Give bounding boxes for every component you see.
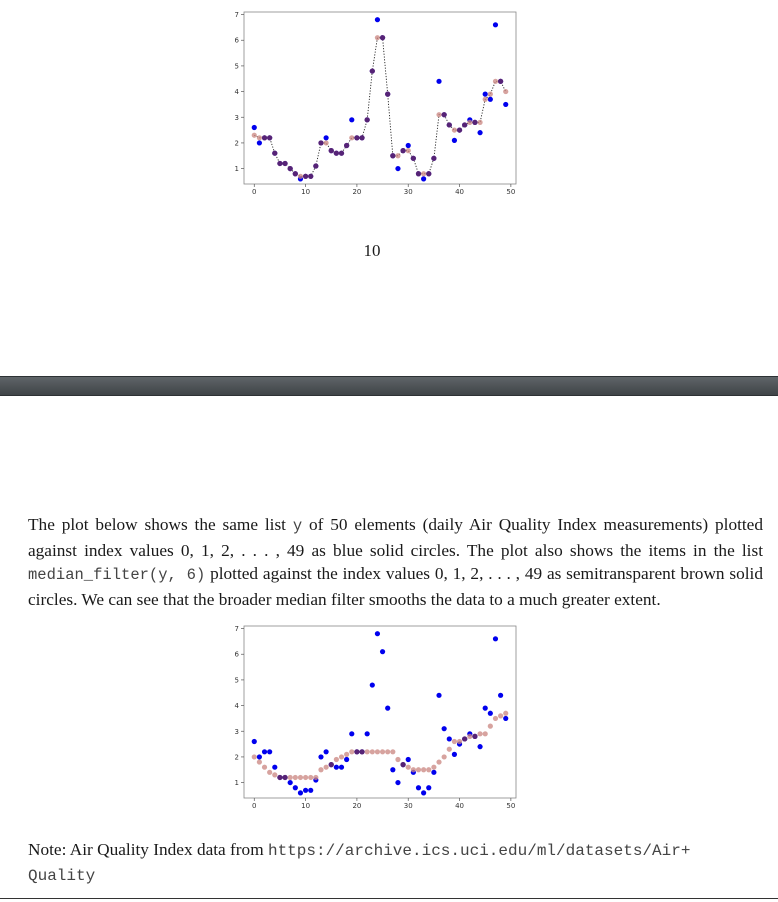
overlap-point <box>390 153 395 158</box>
x-tick-label: 50 <box>506 188 516 196</box>
overlap-point <box>431 156 436 161</box>
filtered-point <box>426 767 431 772</box>
filtered-point <box>431 765 436 770</box>
raw-point <box>447 736 452 741</box>
chart-svg-top <box>218 8 528 204</box>
overlap-point <box>370 68 375 73</box>
overlap-point <box>416 171 421 176</box>
filtered-point <box>498 713 503 718</box>
overlap-point <box>272 151 277 156</box>
filtered-point <box>380 749 385 754</box>
overlap-point <box>442 112 447 117</box>
overlap-point <box>313 163 318 168</box>
filtered-point <box>288 775 293 780</box>
raw-point <box>257 754 262 759</box>
overlap-point <box>303 174 308 179</box>
filtered-point <box>483 97 488 102</box>
raw-point <box>349 117 354 122</box>
paragraph-text-5: as semitransparent brown solid circles. We can see that the broader median filter smooths the data to a much greater extent. <box>28 564 764 609</box>
filtered-point <box>452 127 457 132</box>
filtered-point <box>483 731 488 736</box>
filtered-point <box>436 759 441 764</box>
filtered-point <box>416 767 421 772</box>
filtered-point <box>365 749 370 754</box>
raw-point <box>293 785 298 790</box>
note-prefix: Note: Air Quality Index data from <box>28 840 268 859</box>
paragraph-text-3: as blue solid circles. The plot also shows the items in the list <box>304 540 764 560</box>
overlap-point <box>472 120 477 125</box>
filtered-point <box>493 716 498 721</box>
chart-svg-bottom <box>218 622 528 818</box>
filtered-point <box>467 120 472 125</box>
filtered-point <box>262 765 267 770</box>
description-paragraph <box>28 513 763 611</box>
y-tick-label: 5 <box>234 676 239 685</box>
overlap-point <box>400 762 405 767</box>
filtered-point <box>411 767 416 772</box>
raw-point <box>308 788 313 793</box>
filtered-point <box>349 749 354 754</box>
overlap-point <box>334 151 339 156</box>
filtered-point <box>308 775 313 780</box>
bottom-rule <box>0 898 778 899</box>
chart-median-filter-6 <box>218 622 528 818</box>
raw-point <box>303 788 308 793</box>
x-tick-label: 30 <box>403 188 413 196</box>
overlap-point <box>380 35 385 40</box>
y-tick-label: 2 <box>234 139 239 148</box>
filtered-point <box>298 174 303 179</box>
raw-point <box>252 739 257 744</box>
raw-point <box>503 716 508 721</box>
overlap-point <box>318 140 323 145</box>
x-tick-label: 20 <box>352 802 362 810</box>
source-url-line2: Quality <box>28 867 96 885</box>
y-tick-label: 3 <box>234 727 239 736</box>
filtered-point <box>503 711 508 716</box>
raw-point <box>488 711 493 716</box>
filtered-point <box>503 89 508 94</box>
x-tick-label: 0 <box>252 802 257 810</box>
paragraph-text-2: of 50 elements (daily Air Quality Index measurements) plotted against index values <box>28 515 763 560</box>
x-tick-label: 0 <box>252 188 257 196</box>
filtered-point <box>252 133 257 138</box>
y-tick-label: 4 <box>234 702 239 711</box>
raw-point <box>395 166 400 171</box>
raw-point <box>488 97 493 102</box>
filtered-point <box>334 757 339 762</box>
raw-point <box>318 754 323 759</box>
variable-y: y <box>292 517 303 535</box>
raw-point <box>426 785 431 790</box>
filtered-point <box>452 739 457 744</box>
raw-point <box>272 765 277 770</box>
raw-point <box>344 757 349 762</box>
filtered-point <box>406 148 411 153</box>
filtered-point <box>344 752 349 757</box>
overlap-point <box>282 775 287 780</box>
filtered-point <box>339 754 344 759</box>
overlap-point <box>277 775 282 780</box>
filtered-point <box>313 775 318 780</box>
filtered-point <box>257 135 262 140</box>
filtered-point <box>272 772 277 777</box>
x-tick-label: 20 <box>352 188 362 196</box>
filtered-point <box>267 770 272 775</box>
overlap-point <box>457 127 462 132</box>
filtered-point <box>467 734 472 739</box>
overlap-point <box>462 736 467 741</box>
y-tick-label: 5 <box>234 62 239 71</box>
y-tick-label: 7 <box>234 11 239 20</box>
overlap-point <box>329 148 334 153</box>
raw-point <box>257 140 262 145</box>
raw-point <box>498 693 503 698</box>
median-filter-code: median_filter(y, 6) <box>28 566 206 585</box>
y-tick-label: 1 <box>234 165 239 174</box>
filtered-point <box>257 759 262 764</box>
raw-point <box>477 130 482 135</box>
x-tick-label: 30 <box>403 802 413 810</box>
overlap-point <box>277 161 282 166</box>
raw-point <box>339 765 344 770</box>
raw-point <box>431 770 436 775</box>
raw-point <box>365 731 370 736</box>
y-tick-label: 4 <box>234 88 239 97</box>
raw-point <box>421 790 426 795</box>
raw-point <box>375 17 380 22</box>
raw-point <box>334 765 339 770</box>
raw-point <box>421 176 426 181</box>
overlap-point <box>462 122 467 127</box>
raw-point <box>267 749 272 754</box>
overlap-point <box>354 749 359 754</box>
raw-point <box>493 22 498 27</box>
overlap-point <box>288 166 293 171</box>
x-tick-label: 40 <box>455 802 465 810</box>
y-tick-label: 3 <box>234 113 239 122</box>
filtered-point <box>349 135 354 140</box>
raw-point <box>503 102 508 107</box>
overlap-point <box>359 749 364 754</box>
filtered-point <box>457 739 462 744</box>
raw-point <box>406 757 411 762</box>
raw-point <box>324 749 329 754</box>
filtered-point <box>390 749 395 754</box>
filtered-point <box>298 775 303 780</box>
raw-point <box>483 706 488 711</box>
x-tick-label: 40 <box>455 188 465 196</box>
raw-point <box>442 726 447 731</box>
filtered-point <box>421 171 426 176</box>
raw-point <box>483 92 488 97</box>
filtered-point <box>318 767 323 772</box>
source-note <box>28 838 768 888</box>
y-tick-label: 7 <box>234 625 239 634</box>
source-url-line1: https://archive.ics.uci.edu/ml/datasets/Air+ <box>267 842 691 860</box>
overlap-point <box>498 79 503 84</box>
y-tick-label: 6 <box>234 36 239 45</box>
y-tick-label: 6 <box>234 650 239 659</box>
raw-point <box>406 143 411 148</box>
overlap-point <box>293 171 298 176</box>
raw-point <box>370 682 375 687</box>
index-range-2: 0, 1, 2, . . . , 49 <box>434 564 543 584</box>
raw-point <box>452 752 457 757</box>
filtered-point <box>375 749 380 754</box>
raw-point <box>349 731 354 736</box>
raw-point <box>324 135 329 140</box>
page-divider <box>0 376 778 396</box>
filtered-point <box>406 765 411 770</box>
x-tick-label: 10 <box>301 188 311 196</box>
filtered-point <box>442 754 447 759</box>
x-tick-label: 10 <box>301 802 311 810</box>
raw-point <box>395 780 400 785</box>
filtered-point <box>395 757 400 762</box>
raw-point <box>288 780 293 785</box>
index-range: 0, 1, 2, . . . , 49 <box>180 540 305 560</box>
overlap-point <box>426 171 431 176</box>
filtered-point <box>436 112 441 117</box>
overlap-point <box>365 117 370 122</box>
overlap-point <box>354 135 359 140</box>
page-number: 10 <box>363 241 381 260</box>
filtered-point <box>324 140 329 145</box>
overlap-point <box>339 151 344 156</box>
overlap-point <box>282 161 287 166</box>
overlap-point <box>262 135 267 140</box>
raw-point <box>385 706 390 711</box>
raw-point <box>436 79 441 84</box>
raw-point <box>493 636 498 641</box>
overlap-point <box>447 122 452 127</box>
filtered-point <box>252 754 257 759</box>
x-tick-label: 50 <box>506 802 516 810</box>
raw-point <box>452 138 457 143</box>
overlap-point <box>411 156 416 161</box>
filtered-point <box>303 775 308 780</box>
paragraph-text-1: The plot below shows the same list <box>28 515 293 534</box>
filtered-point <box>293 775 298 780</box>
overlap-point <box>329 762 334 767</box>
y-tick-label: 1 <box>234 779 239 788</box>
overlap-point <box>385 92 390 97</box>
raw-point <box>375 631 380 636</box>
raw-point <box>380 649 385 654</box>
filtered-point <box>488 724 493 729</box>
filtered-point <box>375 35 380 40</box>
filtered-point <box>493 79 498 84</box>
filtered-point <box>488 92 493 97</box>
filtered-point <box>385 749 390 754</box>
raw-point <box>252 125 257 130</box>
overlap-point <box>359 135 364 140</box>
filtered-point <box>477 120 482 125</box>
overlap-point <box>472 734 477 739</box>
filtered-point <box>370 749 375 754</box>
overlap-point <box>308 174 313 179</box>
overlap-point <box>344 143 349 148</box>
chart-median-filter-3 <box>218 8 528 204</box>
raw-point <box>477 744 482 749</box>
raw-point <box>390 767 395 772</box>
filtered-point <box>324 765 329 770</box>
paragraph-text-4: plotted against the index values <box>205 564 435 584</box>
overlap-point <box>400 148 405 153</box>
raw-point <box>436 693 441 698</box>
raw-point <box>298 790 303 795</box>
filtered-point <box>395 153 400 158</box>
filtered-point <box>421 767 426 772</box>
raw-point <box>262 749 267 754</box>
filtered-point <box>477 731 482 736</box>
filtered-point <box>447 747 452 752</box>
overlap-point <box>267 135 272 140</box>
raw-point <box>416 785 421 790</box>
y-tick-label: 2 <box>234 753 239 762</box>
